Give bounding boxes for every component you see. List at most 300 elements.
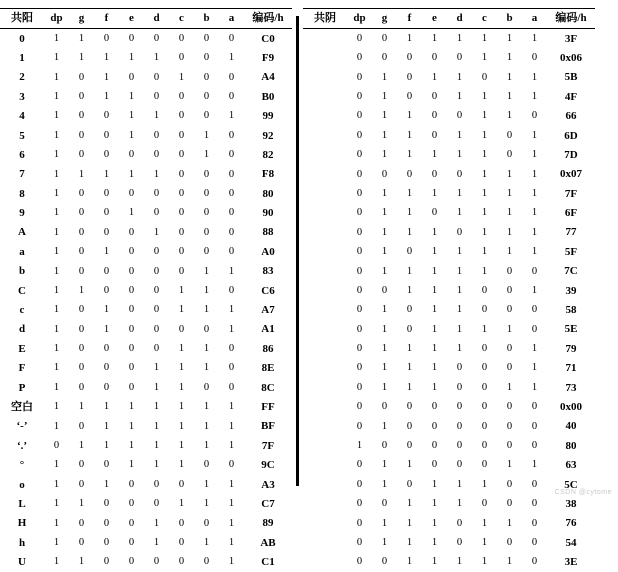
row-code-cell: C7: [261, 497, 275, 510]
row-bit-cell: 1: [153, 536, 160, 548]
row-bit-cell: 0: [78, 110, 85, 122]
row-bit-cell: 1: [78, 168, 85, 180]
row-bit-cell: 1: [228, 440, 235, 452]
header-cell-c: c: [472, 9, 497, 29]
row-code-cell: 80: [262, 187, 274, 200]
row-bit-cell: 0: [178, 91, 185, 102]
row-bit-cell: 1: [431, 478, 438, 490]
row-bit-cell: 0: [456, 362, 463, 374]
row-bit-cell: 0: [128, 362, 135, 374]
row-bit-cell: 1: [531, 149, 538, 161]
row-bit-cell: 1: [203, 129, 210, 141]
row-bit-cell: 1: [381, 536, 388, 548]
row-bit-cell: 0: [178, 517, 185, 529]
row-bit-cell: 0: [78, 381, 85, 393]
row-bit-cell: 0: [481, 71, 488, 83]
row-bit-cell: 0: [128, 556, 135, 568]
row-bit-cell: 0: [481, 459, 488, 471]
table-row: [303, 88, 595, 107]
row-bit-cell: 0: [356, 343, 363, 355]
row-bit-cell: 0: [506, 129, 513, 141]
row-bit-cell: 0: [356, 149, 363, 161]
row-bit-cell: 1: [228, 323, 235, 335]
row-char-cell: 4: [19, 110, 25, 123]
table-row: [303, 165, 595, 184]
row-bit-cell: 0: [78, 226, 85, 238]
row-bit-cell: 0: [531, 401, 538, 413]
row-bit-cell: 0: [406, 91, 413, 102]
row-bit-cell: 1: [381, 420, 388, 432]
header-cell-d: d: [144, 9, 169, 29]
row-char-cell: U: [18, 556, 26, 569]
row-bit-cell: 1: [178, 420, 185, 432]
row-bit-cell: 0: [153, 478, 160, 490]
row-bit-cell: 0: [481, 284, 488, 296]
row-bit-cell: 0: [203, 168, 210, 180]
row-bit-cell: 0: [153, 187, 160, 199]
row-bit-cell: 0: [153, 246, 160, 258]
row-code-cell: 40: [565, 420, 577, 433]
row-bit-cell: 1: [456, 343, 463, 355]
row-bit-cell: 1: [203, 149, 210, 161]
row-bit-cell: 0: [228, 343, 235, 355]
row-bit-cell: 1: [481, 536, 488, 548]
row-bit-cell: 0: [381, 52, 388, 64]
row-bit-cell: 0: [481, 362, 488, 374]
row-bit-cell: 0: [356, 556, 363, 568]
header-cell-dp: dp: [347, 9, 372, 29]
row-char-cell: 1: [19, 51, 25, 64]
row-char-cell: [303, 126, 347, 145]
row-bit-cell: 0: [381, 498, 388, 510]
row-bit-cell: 1: [481, 32, 488, 44]
row-char-cell: [303, 495, 347, 514]
row-bit-cell: 1: [78, 440, 85, 452]
row-bit-cell: 0: [203, 226, 210, 238]
row-bit-cell: 1: [178, 304, 185, 316]
row-bit-cell: 0: [381, 32, 388, 44]
row-bit-cell: 1: [506, 226, 513, 238]
row-bit-cell: 1: [356, 440, 363, 452]
row-bit-cell: 0: [356, 168, 363, 180]
row-bit-cell: 0: [78, 478, 85, 490]
row-bit-cell: 0: [506, 536, 513, 548]
row-bit-cell: 1: [153, 52, 160, 64]
row-bit-cell: 1: [406, 362, 413, 374]
row-bit-cell: 0: [128, 284, 135, 296]
row-code-cell: 54: [565, 536, 577, 549]
row-char-cell: b: [18, 265, 26, 278]
row-bit-cell: 1: [481, 323, 488, 335]
row-bit-cell: 0: [103, 149, 110, 161]
row-bit-cell: 0: [78, 187, 85, 199]
row-char-cell: [303, 534, 347, 553]
row-bit-cell: 1: [431, 304, 438, 316]
row-char-cell: °: [19, 459, 25, 472]
row-bit-cell: 1: [506, 381, 513, 393]
row-bit-cell: 1: [128, 207, 135, 219]
table-row: [303, 262, 595, 281]
row-bit-cell: 1: [153, 517, 160, 529]
table-row: [0, 301, 292, 320]
table-row: [0, 262, 292, 281]
row-bit-cell: 0: [78, 536, 85, 548]
row-bit-cell: 1: [53, 52, 60, 64]
row-bit-cell: 0: [356, 304, 363, 316]
row-bit-cell: 0: [78, 323, 85, 335]
row-bit-cell: 0: [178, 129, 185, 141]
row-bit-cell: 0: [356, 226, 363, 238]
row-bit-cell: 1: [53, 343, 60, 355]
row-bit-cell: 1: [406, 517, 413, 529]
row-bit-cell: 0: [153, 129, 160, 141]
row-code-cell: 89: [262, 517, 274, 530]
row-bit-cell: 1: [456, 498, 463, 510]
row-bit-cell: 1: [178, 71, 185, 83]
header-cell-g: g: [372, 9, 397, 29]
row-bit-cell: 0: [431, 91, 438, 102]
row-code-cell: 0x00: [560, 401, 582, 413]
row-bit-cell: 1: [431, 536, 438, 548]
row-bit-cell: 1: [203, 343, 210, 355]
table-row: [0, 223, 292, 242]
row-bit-cell: 1: [481, 556, 488, 568]
row-bit-cell: 0: [506, 284, 513, 296]
row-bit-cell: 0: [531, 517, 538, 529]
row-char-cell: [303, 301, 347, 320]
row-bit-cell: 1: [228, 401, 235, 413]
row-bit-cell: 0: [228, 71, 235, 83]
row-bit-cell: 0: [178, 52, 185, 64]
row-bit-cell: 1: [178, 440, 185, 452]
row-bit-cell: 1: [456, 129, 463, 141]
row-bit-cell: 1: [481, 168, 488, 180]
row-bit-cell: 0: [456, 517, 463, 529]
row-code-cell: 88: [262, 226, 274, 239]
row-bit-cell: 1: [128, 129, 135, 141]
row-bit-cell: 0: [203, 556, 210, 568]
row-bit-cell: 0: [228, 149, 235, 161]
row-bit-cell: 0: [381, 284, 388, 296]
row-char-cell: o: [19, 478, 25, 491]
row-char-cell: ‘-’: [16, 420, 28, 433]
row-bit-cell: 0: [178, 168, 185, 180]
row-bit-cell: 1: [381, 246, 388, 258]
row-bit-cell: 0: [178, 323, 185, 335]
row-bit-cell: 0: [203, 71, 210, 83]
row-code-cell: 83: [262, 265, 274, 278]
row-bit-cell: 1: [406, 265, 413, 277]
row-code-cell: AB: [260, 536, 276, 549]
row-bit-cell: 1: [203, 284, 210, 296]
row-bit-cell: 0: [456, 401, 463, 413]
row-bit-cell: 0: [153, 498, 160, 510]
row-bit-cell: 1: [203, 440, 210, 452]
row-char-cell: ‘.’: [16, 439, 28, 452]
row-bit-cell: 0: [228, 381, 235, 393]
header-cell-c: c: [169, 9, 194, 29]
row-bit-cell: 1: [103, 168, 110, 180]
row-bit-cell: 1: [506, 323, 513, 335]
row-code-cell: F9: [261, 51, 275, 64]
row-bit-cell: 1: [531, 71, 538, 83]
row-bit-cell: 0: [356, 32, 363, 44]
table-row: [0, 417, 292, 436]
row-bit-cell: 0: [203, 459, 210, 471]
row-bit-cell: 0: [178, 149, 185, 161]
row-bit-cell: 1: [178, 362, 185, 374]
row-bit-cell: 0: [228, 226, 235, 238]
row-bit-cell: 1: [531, 226, 538, 238]
row-bit-cell: 0: [178, 478, 185, 490]
row-code-cell: 5B: [564, 71, 578, 84]
row-bit-cell: 1: [53, 556, 60, 568]
row-char-cell: [303, 68, 347, 87]
row-bit-cell: 1: [78, 556, 85, 568]
row-bit-cell: 1: [381, 517, 388, 529]
row-char-cell: [303, 398, 347, 417]
row-char-cell: c: [19, 304, 25, 317]
watermark-text: CSDN @cytome: [554, 489, 612, 496]
row-bit-cell: 0: [456, 420, 463, 432]
common-cathode-table: [303, 8, 595, 572]
row-bit-cell: 1: [456, 556, 463, 568]
row-char-cell: [303, 437, 347, 456]
header-cell-g: g: [69, 9, 94, 29]
vertical-divider: [296, 16, 299, 486]
row-bit-cell: 0: [431, 129, 438, 141]
row-bit-cell: 1: [531, 168, 538, 180]
row-bit-cell: 1: [153, 459, 160, 471]
row-bit-cell: 1: [381, 459, 388, 471]
row-bit-cell: 1: [506, 517, 513, 529]
row-bit-cell: 1: [381, 343, 388, 355]
row-code-cell: 73: [565, 381, 577, 394]
table-row: [0, 68, 292, 87]
row-bit-cell: 0: [128, 478, 135, 490]
row-bit-cell: 1: [531, 362, 538, 374]
table-row: [303, 107, 595, 126]
row-bit-cell: 1: [406, 536, 413, 548]
row-bit-cell: 1: [228, 420, 235, 432]
table-row: [0, 340, 292, 359]
row-bit-cell: 0: [456, 381, 463, 393]
row-bit-cell: 0: [203, 207, 210, 219]
row-char-cell: [303, 165, 347, 184]
header-cell-dp: dp: [44, 9, 69, 29]
row-bit-cell: 0: [78, 420, 85, 432]
row-bit-cell: 1: [203, 536, 210, 548]
row-char-cell: [303, 417, 347, 436]
row-char-cell: [303, 456, 347, 475]
table-row: [0, 88, 292, 107]
row-bit-cell: 0: [456, 52, 463, 64]
row-bit-cell: 0: [228, 362, 235, 374]
row-bit-cell: 0: [153, 343, 160, 355]
table-row: [303, 456, 595, 475]
row-bit-cell: 0: [431, 459, 438, 471]
row-bit-cell: 1: [531, 284, 538, 296]
row-char-cell: [303, 340, 347, 359]
row-char-cell: 8: [19, 187, 25, 200]
common-anode-table-body: [0, 29, 292, 572]
table-row: [0, 320, 292, 339]
table-row: [303, 475, 595, 494]
row-bit-cell: 0: [356, 401, 363, 413]
row-bit-cell: 1: [53, 536, 60, 548]
row-bit-cell: 0: [531, 420, 538, 432]
row-bit-cell: 1: [228, 517, 235, 529]
row-bit-cell: 1: [406, 343, 413, 355]
row-bit-cell: 1: [406, 284, 413, 296]
table-row: [0, 475, 292, 494]
row-bit-cell: 1: [456, 71, 463, 83]
row-bit-cell: 0: [456, 440, 463, 452]
row-code-cell: A1: [261, 323, 275, 336]
row-bit-cell: 1: [228, 556, 235, 568]
row-bit-cell: 1: [381, 129, 388, 141]
table-row: [303, 378, 595, 397]
row-bit-cell: 0: [431, 440, 438, 452]
row-bit-cell: 1: [203, 420, 210, 432]
row-bit-cell: 1: [128, 110, 135, 122]
row-bit-cell: 1: [506, 168, 513, 180]
row-bit-cell: 0: [481, 401, 488, 413]
row-code-cell: 8E: [261, 362, 275, 375]
row-code-cell: 86: [262, 342, 274, 355]
row-bit-cell: 0: [153, 265, 160, 277]
row-char-cell: H: [17, 517, 27, 530]
row-bit-cell: 1: [128, 91, 135, 102]
row-bit-cell: 0: [506, 440, 513, 452]
row-bit-cell: 1: [128, 440, 135, 452]
row-bit-cell: 1: [78, 401, 85, 413]
row-bit-cell: 1: [531, 32, 538, 44]
row-bit-cell: 0: [78, 343, 85, 355]
row-bit-cell: 1: [406, 110, 413, 122]
row-bit-cell: 0: [356, 265, 363, 277]
row-bit-cell: 1: [53, 478, 60, 490]
row-bit-cell: 1: [153, 440, 160, 452]
header-cell-code: 编码/h: [547, 9, 595, 29]
row-bit-cell: 0: [531, 440, 538, 452]
row-bit-cell: 1: [53, 304, 60, 316]
row-bit-cell: 1: [53, 71, 60, 83]
row-bit-cell: 1: [78, 32, 85, 44]
row-bit-cell: 0: [103, 32, 110, 44]
row-bit-cell: 0: [506, 362, 513, 374]
row-code-cell: C0: [261, 32, 275, 45]
row-bit-cell: 0: [431, 420, 438, 432]
row-bit-cell: 1: [381, 149, 388, 161]
common-cathode-table-head: [303, 9, 595, 29]
table-row: [303, 281, 595, 300]
row-bit-cell: 1: [153, 168, 160, 180]
row-bit-cell: 1: [53, 129, 60, 141]
common-anode-table: [0, 8, 292, 572]
row-bit-cell: 1: [456, 246, 463, 258]
row-bit-cell: 1: [53, 168, 60, 180]
table-header-row: [0, 9, 292, 29]
row-bit-cell: 1: [456, 265, 463, 277]
row-bit-cell: 0: [481, 420, 488, 432]
row-bit-cell: 0: [406, 401, 413, 413]
row-bit-cell: 1: [456, 187, 463, 199]
row-bit-cell: 0: [356, 71, 363, 83]
row-bit-cell: 0: [153, 323, 160, 335]
row-bit-cell: 0: [431, 110, 438, 122]
header-cell-a: a: [522, 9, 547, 29]
table-row: [0, 456, 292, 475]
row-bit-cell: 0: [228, 91, 235, 102]
table-row: [0, 185, 292, 204]
row-bit-cell: 1: [406, 32, 413, 44]
row-bit-cell: 0: [356, 323, 363, 335]
row-bit-cell: 1: [456, 284, 463, 296]
row-char-cell: 9: [19, 207, 25, 220]
row-bit-cell: 0: [128, 226, 135, 238]
row-bit-cell: 1: [481, 52, 488, 64]
row-bit-cell: 1: [406, 459, 413, 471]
row-bit-cell: 1: [53, 459, 60, 471]
row-bit-cell: 1: [506, 556, 513, 568]
row-code-cell: 7F: [261, 439, 275, 452]
row-bit-cell: 1: [506, 459, 513, 471]
row-bit-cell: 1: [128, 52, 135, 64]
row-bit-cell: 1: [228, 304, 235, 316]
table-header-row: [303, 9, 595, 29]
row-code-cell: 82: [262, 148, 274, 161]
row-bit-cell: 0: [506, 420, 513, 432]
row-bit-cell: 0: [153, 149, 160, 161]
row-bit-cell: 1: [53, 498, 60, 510]
row-bit-cell: 0: [406, 420, 413, 432]
row-char-cell: a: [19, 245, 25, 258]
row-bit-cell: 1: [103, 71, 110, 83]
row-bit-cell: 1: [431, 323, 438, 335]
row-bit-cell: 1: [406, 207, 413, 219]
row-bit-cell: 1: [431, 343, 438, 355]
row-bit-cell: 1: [506, 71, 513, 83]
row-code-cell: 38: [565, 497, 577, 510]
row-bit-cell: 0: [456, 226, 463, 238]
row-bit-cell: 1: [53, 32, 60, 44]
row-char-cell: 空白: [11, 401, 33, 413]
row-bit-cell: 1: [103, 304, 110, 316]
table-row: [0, 243, 292, 262]
row-bit-cell: 1: [53, 420, 60, 432]
row-bit-cell: 0: [228, 459, 235, 471]
row-char-cell: 7: [19, 168, 25, 181]
header-cell-f: f: [397, 9, 422, 29]
row-bit-cell: 0: [153, 304, 160, 316]
row-bit-cell: 1: [481, 149, 488, 161]
row-bit-cell: 0: [103, 207, 110, 219]
row-bit-cell: 0: [406, 168, 413, 180]
row-bit-cell: 1: [178, 401, 185, 413]
row-code-cell: 6D: [564, 129, 578, 142]
row-bit-cell: 0: [78, 246, 85, 258]
row-bit-cell: 0: [531, 498, 538, 510]
row-code-cell: 92: [262, 129, 274, 142]
row-char-cell: [303, 378, 347, 397]
row-char-cell: d: [18, 323, 26, 336]
row-bit-cell: 0: [431, 52, 438, 64]
table-row: [0, 165, 292, 184]
row-bit-cell: 0: [103, 284, 110, 296]
header-cell-f: f: [94, 9, 119, 29]
row-bit-cell: 1: [228, 110, 235, 122]
